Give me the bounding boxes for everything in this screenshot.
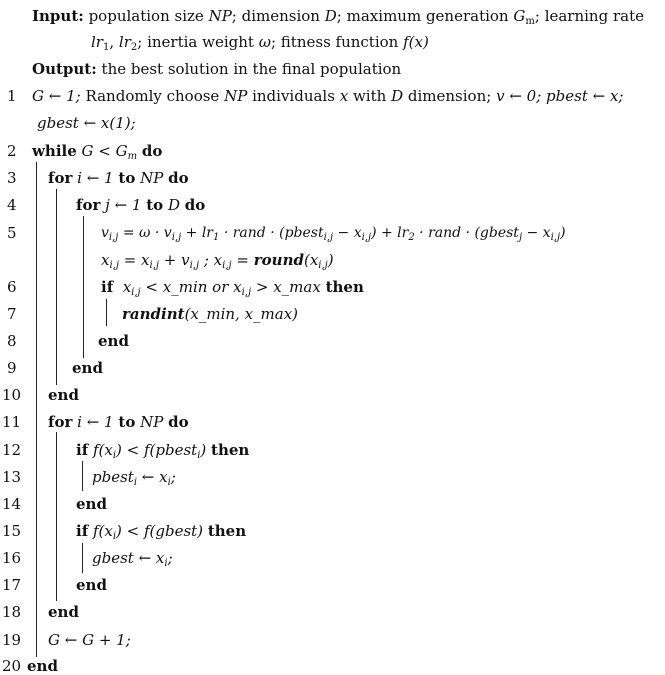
for-i2-block-bar xyxy=(56,432,57,601)
line-2: while $G < G_m$ do xyxy=(32,142,163,162)
line-9: end xyxy=(72,359,103,377)
line-number: 17 xyxy=(2,576,22,594)
line-number: 12 xyxy=(2,441,22,459)
line-17: end xyxy=(76,576,107,594)
line-number: 9 xyxy=(7,359,17,377)
line-11: for i ← 1 to NP do xyxy=(48,413,189,431)
line-number: 19 xyxy=(2,631,22,649)
for-i-block-bar xyxy=(56,189,57,385)
line-number: 2 xyxy=(7,142,17,160)
line-19: G ← G + 1; xyxy=(48,631,131,649)
line-7: randint(x_min, x_max) xyxy=(122,305,299,323)
line-number: 4 xyxy=(7,196,17,214)
line-1-cont: gbest ← x(1); xyxy=(37,114,136,132)
line-number: 13 xyxy=(2,468,22,486)
output-line: Output: the best solution in the final population xyxy=(32,60,402,78)
if-pbest-block-bar xyxy=(82,461,83,491)
line-number: 10 xyxy=(2,386,22,404)
line-6: if $x_{i,j}$ < x_min or $x_{i,j}$ > x_max then xyxy=(101,278,364,298)
input-line-2: $lr_1$, $lr_2$; inertia weight ω; fitness function f(x) xyxy=(91,33,429,53)
line-8: end xyxy=(98,332,129,350)
line-number: 14 xyxy=(2,495,22,513)
line-20: end xyxy=(27,657,58,675)
line-15: if $f(x_i)$ < f(gbest) then xyxy=(76,522,247,542)
line-number: 6 xyxy=(7,278,17,296)
line-number: 8 xyxy=(7,332,17,350)
line-number: 5 xyxy=(7,224,17,242)
line-number: 1 xyxy=(7,87,17,105)
line-number: 20 xyxy=(2,657,22,675)
line-number: 11 xyxy=(2,413,22,431)
line-5-velocity: $v_{i,j} = \omega \cdot v_{i,j} + lr_1$ · rand · (pbest$_{i,j}$ − $x_{i,j}) + lr_2$ · rand · (gbest$_j$ − $x_{i,j}$) xyxy=(101,225,566,243)
if-bound-block-bar xyxy=(106,299,107,326)
line-10: end xyxy=(48,386,79,404)
for-j-block-bar xyxy=(83,216,84,358)
line-number: 16 xyxy=(2,549,22,567)
line-12: if $f(x_i)$ < f(pbest$_i$) then xyxy=(76,441,250,461)
line-3: for i ← 1 to NP do xyxy=(48,169,189,187)
line-4: for j ← 1 to D do xyxy=(76,196,206,214)
line-number: 18 xyxy=(2,603,22,621)
while-block-bar xyxy=(36,162,37,657)
input-line-1: Input: population size NP; dimension D; maximum generation $G_m$; learning rate xyxy=(32,7,644,27)
output-label: Output: xyxy=(32,60,97,78)
line-18: end xyxy=(48,603,79,621)
line-5-position: $x_{i,j} = x_{i,j} + v_{i,j}$ ; $x_{i,j}$ = $round(x_{i,j})$ xyxy=(101,251,334,271)
if-gbest-block-bar xyxy=(82,543,83,573)
line-number: 7 xyxy=(7,305,17,323)
line-13: pbest$_i$ ← $x_i$; xyxy=(92,468,176,488)
line-number: 3 xyxy=(7,169,17,187)
input-label: Input: xyxy=(32,7,84,25)
line-16: gbest ← $x_i$; xyxy=(92,549,173,569)
line-1: G ← 1; Randomly choose NP individuals x with D dimension; v ← 0; pbest ← x; xyxy=(32,87,624,105)
line-number: 15 xyxy=(2,522,22,540)
line-14: end xyxy=(76,495,107,513)
